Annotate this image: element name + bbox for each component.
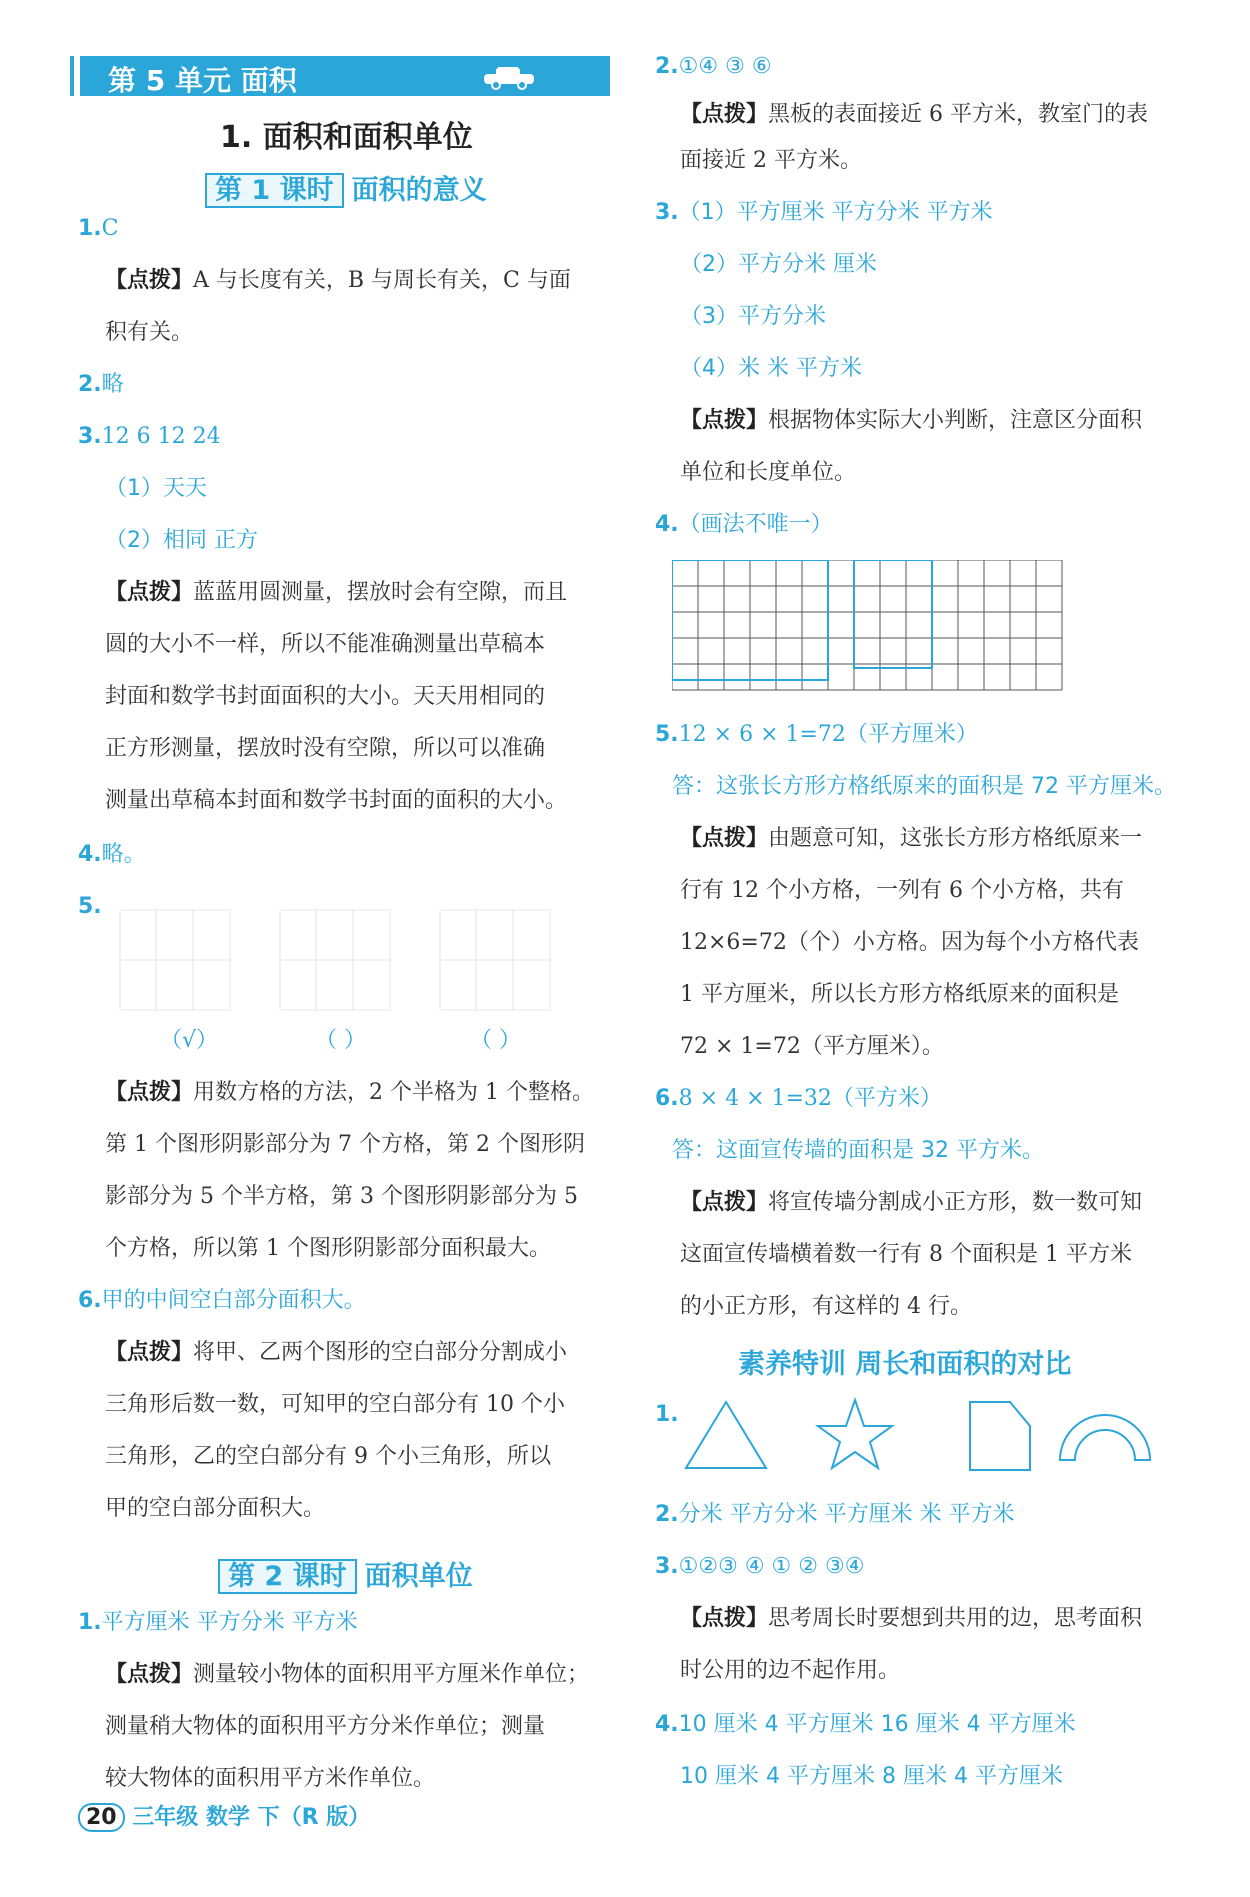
question: 2.①④ ③ ⑥ xyxy=(655,54,772,79)
lesson-2-heading xyxy=(218,1554,473,1593)
star-shape xyxy=(818,1400,892,1468)
lesson-title: 面积的意义 xyxy=(351,175,487,206)
hint: 【点拨】测量较小物体的面积用平方厘米作单位； xyxy=(105,1662,590,1687)
section-title: 1. 面积和面积单位 xyxy=(220,120,473,155)
question: 4.略。 xyxy=(78,842,146,867)
lesson-tag: 第 2 课时 xyxy=(218,1559,357,1594)
q5-mark: （ ） xyxy=(470,1028,521,1053)
unit-title: 第 5 单元 面积 xyxy=(108,64,297,97)
question: 2.分米 平方分米 平方厘米 米 平方米 xyxy=(655,1502,1015,1527)
s1-shapes xyxy=(680,1390,1180,1480)
question: 3.（1）平方厘米 平方分米 平方米 xyxy=(655,200,993,225)
hint-line: 三角形，乙的空白部分有 9 个小三角形，所以 xyxy=(105,1444,551,1469)
hint-line: 72 × 1=72（平方厘米）。 xyxy=(680,1034,944,1059)
hint: 【点拨】思考周长时要想到共用的边，思考面积 xyxy=(680,1606,1143,1631)
lesson-title: 面积单位 xyxy=(364,1561,473,1592)
lesson-1-heading xyxy=(205,168,487,207)
hint-line: 行有 12 个小方格，一列有 6 个小方格，共有 xyxy=(680,878,1124,903)
q5-mark: （√） xyxy=(160,1028,219,1053)
sub-answer: （4）米 米 平方米 xyxy=(680,356,862,381)
banner-bar xyxy=(600,56,606,96)
arch-shape xyxy=(1060,1415,1150,1460)
page-number: 20 xyxy=(78,1803,125,1832)
hint: 【点拨】根据物体实际大小判断，注意区分面积 xyxy=(680,408,1143,433)
hint: 【点拨】将宣传墙分割成小正方形，数一数可知 xyxy=(680,1190,1143,1215)
banner-bar xyxy=(70,56,74,96)
hint-line: 测量稍大物体的面积用平方分米作单位；测量 xyxy=(105,1714,546,1739)
triangle-shape xyxy=(686,1402,766,1468)
special-training-heading: 素养特训 周长和面积的对比 xyxy=(738,1349,1072,1380)
page-footer xyxy=(78,1800,370,1831)
hint-line: 面接近 2 平方米。 xyxy=(680,148,862,173)
hint: 【点拨】A 与长度有关，B 与周长有关，C 与面 xyxy=(105,268,571,293)
hint-line: 的小正方形，有这样的 4 行。 xyxy=(680,1294,972,1319)
sub-answer: （3）平方分米 xyxy=(680,304,826,329)
question: 1. xyxy=(655,1402,679,1427)
sub-answer: （2）平方分米 厘米 xyxy=(680,252,877,277)
hint-line: 第 1 个图形阴影部分为 7 个方格，第 2 个图形阴 xyxy=(105,1132,585,1157)
hint: 【点拨】用数方格的方法，2 个半格为 1 个整格。 xyxy=(105,1080,594,1105)
question: 6.甲的中间空白部分面积大。 xyxy=(78,1288,366,1313)
book-title: 三年级 数学 下（R 版） xyxy=(132,1805,371,1830)
hint: 【点拨】由题意可知，这张长方形方格纸原来一 xyxy=(680,826,1143,851)
hint: 【点拨】黑板的表面接近 6 平方米，教室门的表 xyxy=(680,102,1149,127)
hint-line: 时公用的边不起作用。 xyxy=(680,1658,901,1683)
question: 1.C xyxy=(78,216,119,241)
question: 6.8 × 4 × 1=32（平方米） xyxy=(655,1086,942,1111)
question: 2.略 xyxy=(78,372,124,397)
hint-line: 12×6=72（个）小方格。因为每个小方格代表 xyxy=(680,930,1139,955)
hint: 【点拨】蓝蓝用圆测量，摆放时会有空隙，而且 xyxy=(105,580,568,605)
answer-sentence: 答：这面宣传墙的面积是 32 平方米。 xyxy=(672,1138,1044,1163)
hint-line: 个方格，所以第 1 个图形阴影部分面积最大。 xyxy=(105,1236,551,1261)
question: 4.10 厘米 4 平方厘米 16 厘米 4 平方厘米 xyxy=(655,1712,1076,1737)
sub-answer: （1）天天 xyxy=(105,476,207,501)
q5-figures xyxy=(110,900,570,1020)
hint-line: 积有关。 xyxy=(105,320,194,345)
hint-line: 封面和数学书封面面积的大小。天天用相同的 xyxy=(105,684,546,709)
question: 3.①②③ ④ ① ② ③④ xyxy=(655,1554,865,1579)
hint-line: 甲的空白部分面积大。 xyxy=(105,1496,326,1521)
hint: 【点拨】将甲、乙两个图形的空白部分分割成小 xyxy=(105,1340,568,1365)
car-icon xyxy=(480,64,540,90)
q4-grid xyxy=(672,560,1152,700)
sub-answer: 10 厘米 4 平方厘米 8 厘米 4 平方厘米 xyxy=(680,1764,1063,1789)
lesson-tag: 第 1 课时 xyxy=(205,173,344,208)
hint-line: 较大物体的面积用平方米作单位。 xyxy=(105,1766,436,1791)
banner-bar xyxy=(590,56,596,96)
hint-line: 测量出草稿本封面和数学书封面的面积的大小。 xyxy=(105,788,568,813)
hint-line: 这面宣传墙横着数一行有 8 个面积是 1 平方米 xyxy=(680,1242,1132,1267)
unit-banner xyxy=(80,56,610,96)
sub-answer: （2）相同 正方 xyxy=(105,528,258,553)
hint-line: 正方形测量，摆放时没有空隙，所以可以准确 xyxy=(105,736,546,761)
hint-line: 三角形后数一数，可知甲的空白部分有 10 个小 xyxy=(105,1392,565,1417)
answer-sentence: 答：这张长方形方格纸原来的面积是 72 平方厘米。 xyxy=(672,774,1176,799)
hint-line: 1 平方厘米，所以长方形方格纸原来的面积是 xyxy=(680,982,1119,1007)
question: 3.12 6 12 24 xyxy=(78,424,221,449)
pentagon-shape xyxy=(970,1402,1030,1470)
q5-mark: （ ） xyxy=(315,1028,366,1053)
question: 1.平方厘米 平方分米 平方米 xyxy=(78,1610,358,1635)
question: 5. xyxy=(78,894,102,919)
hint-line: 影部分为 5 个半方格，第 3 个图形阴影部分为 5 xyxy=(105,1184,578,1209)
question: 4.（画法不唯一） xyxy=(655,512,833,537)
hint-line: 单位和长度单位。 xyxy=(680,460,857,485)
hint-line: 圆的大小不一样，所以不能准确测量出草稿本 xyxy=(105,632,546,657)
question: 5.12 × 6 × 1=72（平方厘米） xyxy=(655,722,978,747)
